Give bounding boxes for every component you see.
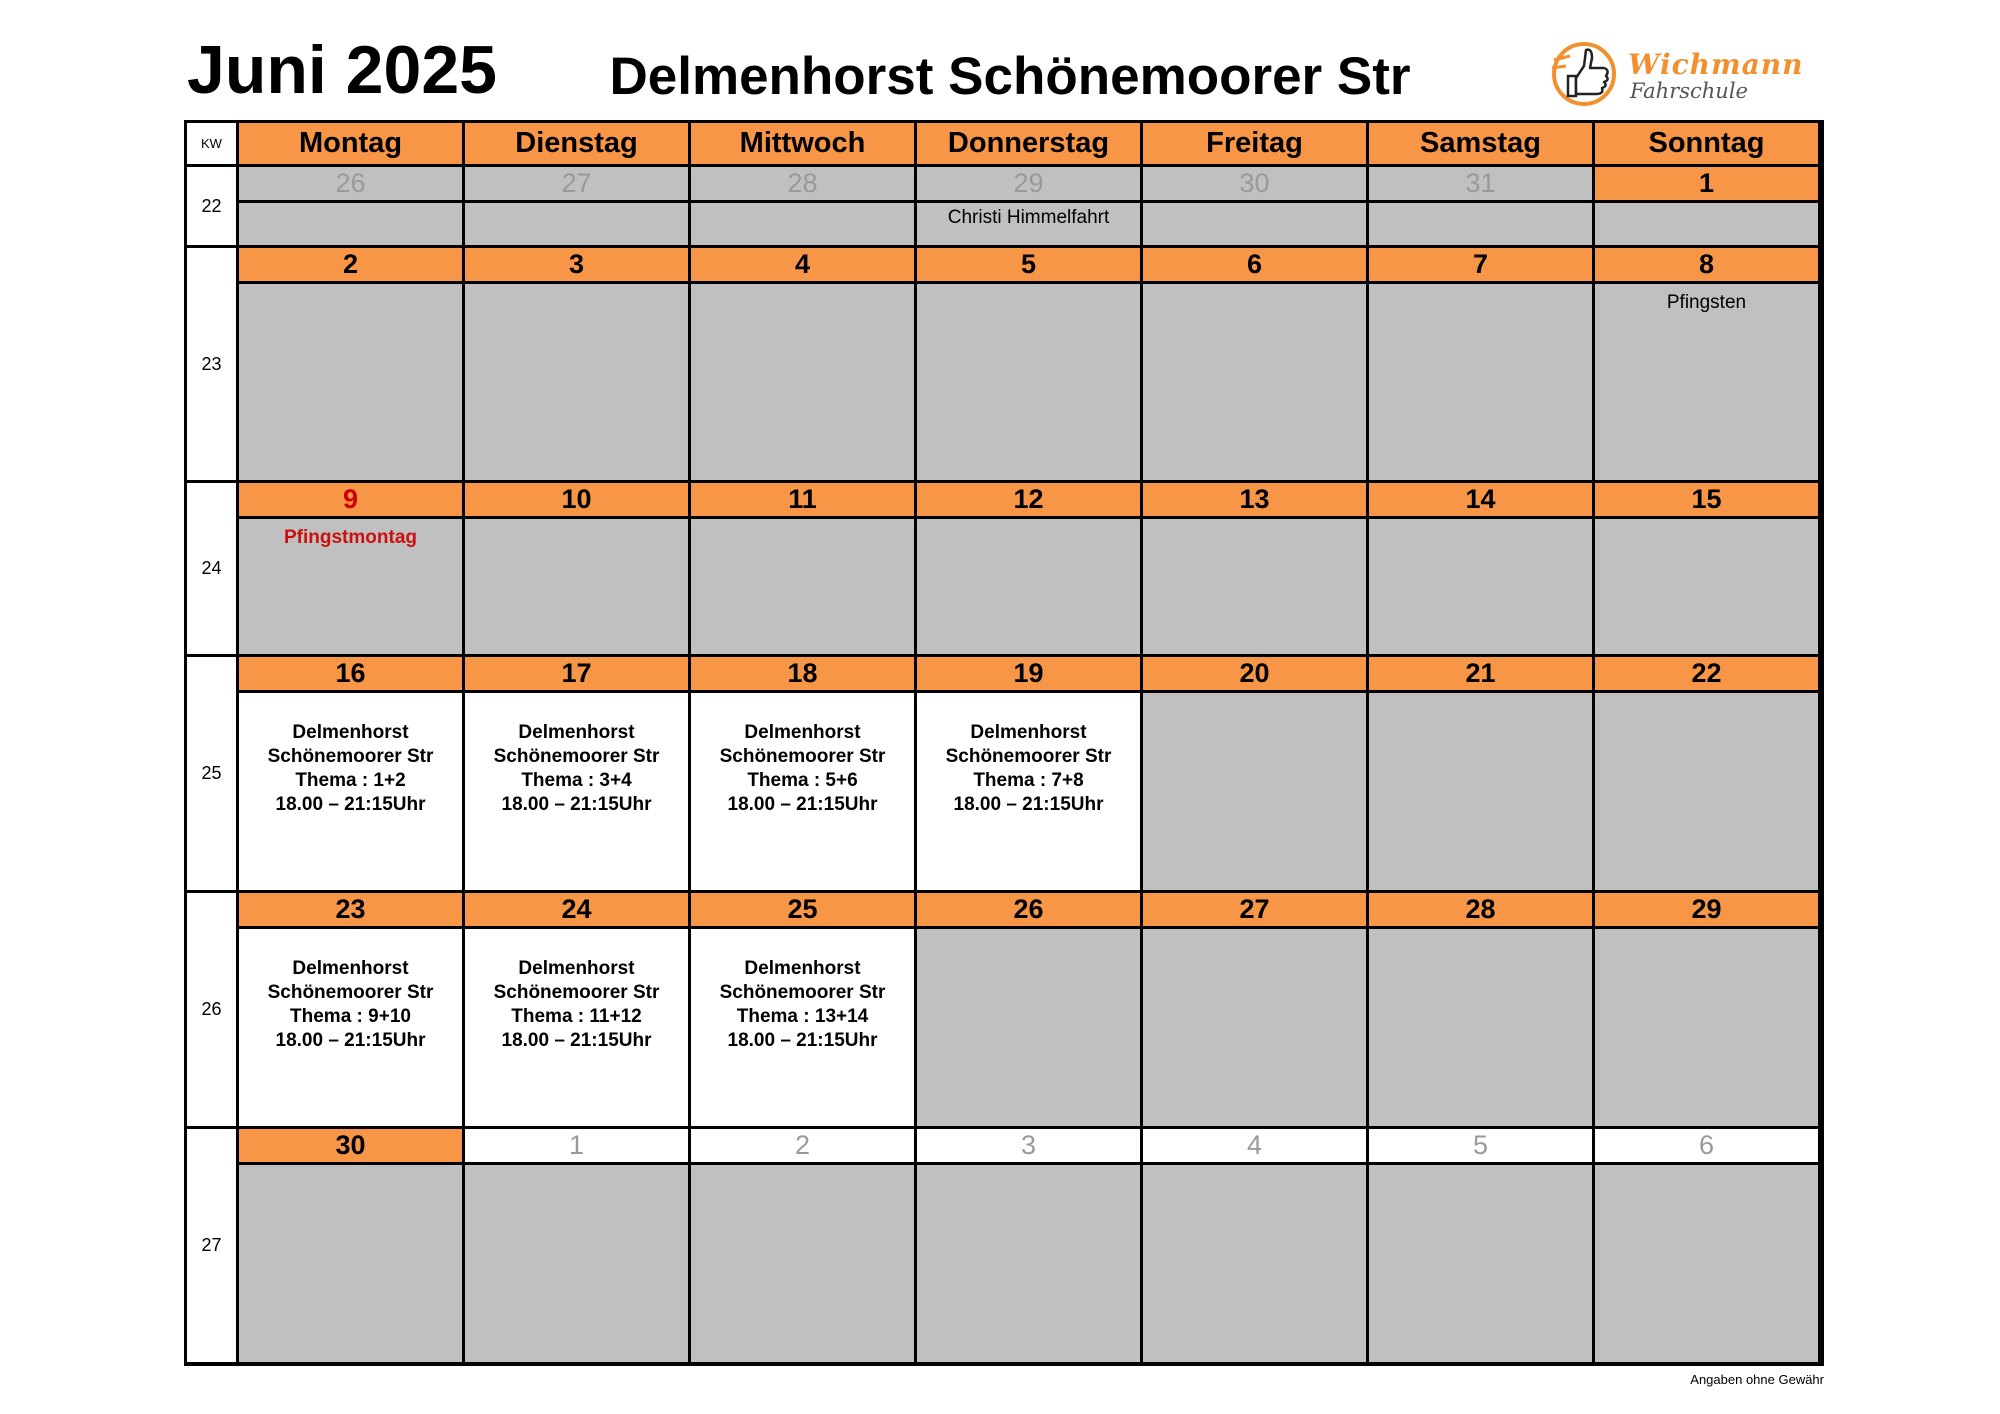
event-line: 18.00 – 21:15Uhr xyxy=(275,794,426,815)
event-line: 18.00 – 21:15Uhr xyxy=(727,794,878,815)
day-cell xyxy=(239,1129,465,1365)
event-line: 18.00 – 21:15Uhr xyxy=(501,794,652,815)
day-cell xyxy=(1143,893,1369,1129)
event-line: Schönemoorer Str xyxy=(267,746,434,767)
day-cell xyxy=(1143,483,1369,657)
event-line: Thema : 5+6 xyxy=(747,770,858,791)
day-number: 14 xyxy=(1369,483,1592,519)
event-line: Delmenhorst xyxy=(518,722,635,743)
event-line: Delmenhorst xyxy=(292,722,409,743)
day-cell xyxy=(1369,248,1595,483)
event-line: Delmenhorst xyxy=(518,958,635,979)
day-cell xyxy=(239,657,465,893)
day-cell xyxy=(1595,893,1821,1129)
day-number: 24 xyxy=(465,893,688,929)
day-number: 29 xyxy=(1595,893,1818,929)
day-number: 2 xyxy=(239,248,462,284)
day-number: 10 xyxy=(465,483,688,519)
event-line: Thema : 3+4 xyxy=(521,770,632,791)
day-number: 31 xyxy=(1369,167,1592,203)
weekday-header-dienstag: Dienstag xyxy=(465,123,691,167)
event-line: 18.00 – 21:15Uhr xyxy=(501,1030,652,1051)
day-number: 5 xyxy=(917,248,1140,284)
day-cell xyxy=(1143,657,1369,893)
week-number: 22 xyxy=(187,167,239,248)
day-cell xyxy=(1595,657,1821,893)
course-event xyxy=(465,721,688,817)
day-cell xyxy=(691,657,917,893)
day-cell xyxy=(465,1129,691,1365)
course-event xyxy=(691,957,914,1053)
day-cell xyxy=(465,483,691,657)
day-cell xyxy=(691,893,917,1129)
day-number: 3 xyxy=(917,1129,1140,1165)
event-line: Schönemoorer Str xyxy=(267,982,434,1003)
day-number: 23 xyxy=(239,893,462,929)
day-number: 28 xyxy=(691,167,914,203)
event-line: Delmenhorst xyxy=(744,722,861,743)
event-line: Schönemoorer Str xyxy=(719,746,886,767)
course-event xyxy=(917,721,1140,817)
day-number: 2 xyxy=(691,1129,914,1165)
day-cell xyxy=(1143,1129,1369,1365)
day-number: 4 xyxy=(1143,1129,1366,1165)
day-cell xyxy=(1369,657,1595,893)
event-line: Delmenhorst xyxy=(292,958,409,979)
day-number: 21 xyxy=(1369,657,1592,693)
event-line: Delmenhorst xyxy=(744,958,861,979)
weekday-header-samstag: Samstag xyxy=(1369,123,1595,167)
day-number: 6 xyxy=(1143,248,1366,284)
disclaimer: Angaben ohne Gewähr xyxy=(1690,1372,1824,1387)
day-number: 8 xyxy=(1595,248,1818,284)
event-line: Schönemoorer Str xyxy=(493,982,660,1003)
day-cell xyxy=(917,248,1143,483)
event-line: Schönemoorer Str xyxy=(719,982,886,1003)
day-number: 9 xyxy=(239,483,462,519)
course-event xyxy=(691,721,914,817)
event-line: Thema : 1+2 xyxy=(295,770,406,791)
thumbs-up-icon xyxy=(1548,36,1620,108)
day-number: 1 xyxy=(1595,167,1818,203)
event-line: 18.00 – 21:15Uhr xyxy=(275,1030,426,1051)
day-cell xyxy=(465,657,691,893)
day-cell xyxy=(465,167,691,248)
event-line: Schönemoorer Str xyxy=(945,746,1112,767)
day-cell xyxy=(1143,248,1369,483)
day-number: 27 xyxy=(465,167,688,203)
day-number: 11 xyxy=(691,483,914,519)
day-number: 7 xyxy=(1369,248,1592,284)
week-number: 23 xyxy=(187,248,239,483)
course-event xyxy=(239,957,462,1053)
day-number: 26 xyxy=(917,893,1140,929)
day-cell xyxy=(917,1129,1143,1365)
day-cell xyxy=(1595,248,1821,483)
day-cell xyxy=(691,248,917,483)
day-number: 18 xyxy=(691,657,914,693)
course-event xyxy=(465,957,688,1053)
location-title: Delmenhorst Schönemoorer Str xyxy=(609,47,1411,106)
day-number: 30 xyxy=(239,1129,462,1165)
week-number: 25 xyxy=(187,657,239,893)
day-cell xyxy=(239,248,465,483)
day-cell xyxy=(1369,893,1595,1129)
weekday-header-donnerstag: Donnerstag xyxy=(917,123,1143,167)
day-cell xyxy=(691,167,917,248)
day-cell xyxy=(917,893,1143,1129)
day-number: 17 xyxy=(465,657,688,693)
day-number: 27 xyxy=(1143,893,1366,929)
day-cell xyxy=(1369,167,1595,248)
day-number: 25 xyxy=(691,893,914,929)
calendar-grid xyxy=(184,120,1824,1366)
event-line: 18.00 – 21:15Uhr xyxy=(953,794,1104,815)
day-number: 13 xyxy=(1143,483,1366,519)
day-number: 1 xyxy=(465,1129,688,1165)
day-cell xyxy=(1369,483,1595,657)
day-cell xyxy=(239,483,465,657)
week-number: 24 xyxy=(187,483,239,657)
day-number: 16 xyxy=(239,657,462,693)
kw-header: KW xyxy=(187,123,239,167)
day-cell xyxy=(239,167,465,248)
day-number: 15 xyxy=(1595,483,1818,519)
event-line: Thema : 9+10 xyxy=(290,1006,411,1027)
day-cell xyxy=(691,1129,917,1365)
day-number: 28 xyxy=(1369,893,1592,929)
day-number: 5 xyxy=(1369,1129,1592,1165)
holiday-label: Pfingsten xyxy=(1666,292,1747,313)
event-line: Schönemoorer Str xyxy=(493,746,660,767)
event-line: 18.00 – 21:15Uhr xyxy=(727,1030,878,1051)
weekday-header-freitag: Freitag xyxy=(1143,123,1369,167)
day-cell xyxy=(1595,167,1821,248)
day-cell xyxy=(917,483,1143,657)
day-cell xyxy=(465,893,691,1129)
day-cell xyxy=(239,893,465,1129)
day-number: 29 xyxy=(917,167,1140,203)
event-line: Delmenhorst xyxy=(970,722,1087,743)
week-number: 27 xyxy=(187,1129,239,1365)
logo-name: Wichmann xyxy=(1628,48,1804,81)
event-line: Thema : 11+12 xyxy=(511,1006,642,1027)
day-cell xyxy=(1595,1129,1821,1365)
day-cell xyxy=(1369,1129,1595,1365)
logo xyxy=(1548,36,1818,108)
logo-subtitle: Fahrschule xyxy=(1630,79,1748,103)
day-number: 6 xyxy=(1595,1129,1818,1165)
event-line: Thema : 13+14 xyxy=(736,1006,869,1027)
day-cell xyxy=(691,483,917,657)
holiday-label: Pfingstmontag xyxy=(284,527,417,548)
day-number: 19 xyxy=(917,657,1140,693)
event-line: Thema : 7+8 xyxy=(973,770,1084,791)
day-number: 26 xyxy=(239,167,462,203)
day-number: 4 xyxy=(691,248,914,284)
holiday-label: Christi Himmelfahrt xyxy=(947,207,1110,228)
weekday-header-sonntag: Sonntag xyxy=(1595,123,1821,167)
weekday-header-montag: Montag xyxy=(239,123,465,167)
day-cell xyxy=(1143,167,1369,248)
day-number: 12 xyxy=(917,483,1140,519)
month-title: Juni 2025 xyxy=(187,32,497,108)
course-event xyxy=(239,721,462,817)
day-number: 30 xyxy=(1143,167,1366,203)
day-cell xyxy=(917,657,1143,893)
week-number: 26 xyxy=(187,893,239,1129)
day-number: 22 xyxy=(1595,657,1818,693)
day-number: 3 xyxy=(465,248,688,284)
day-number: 20 xyxy=(1143,657,1366,693)
day-cell xyxy=(1595,483,1821,657)
day-cell xyxy=(917,167,1143,248)
weekday-header-mittwoch: Mittwoch xyxy=(691,123,917,167)
day-cell xyxy=(465,248,691,483)
